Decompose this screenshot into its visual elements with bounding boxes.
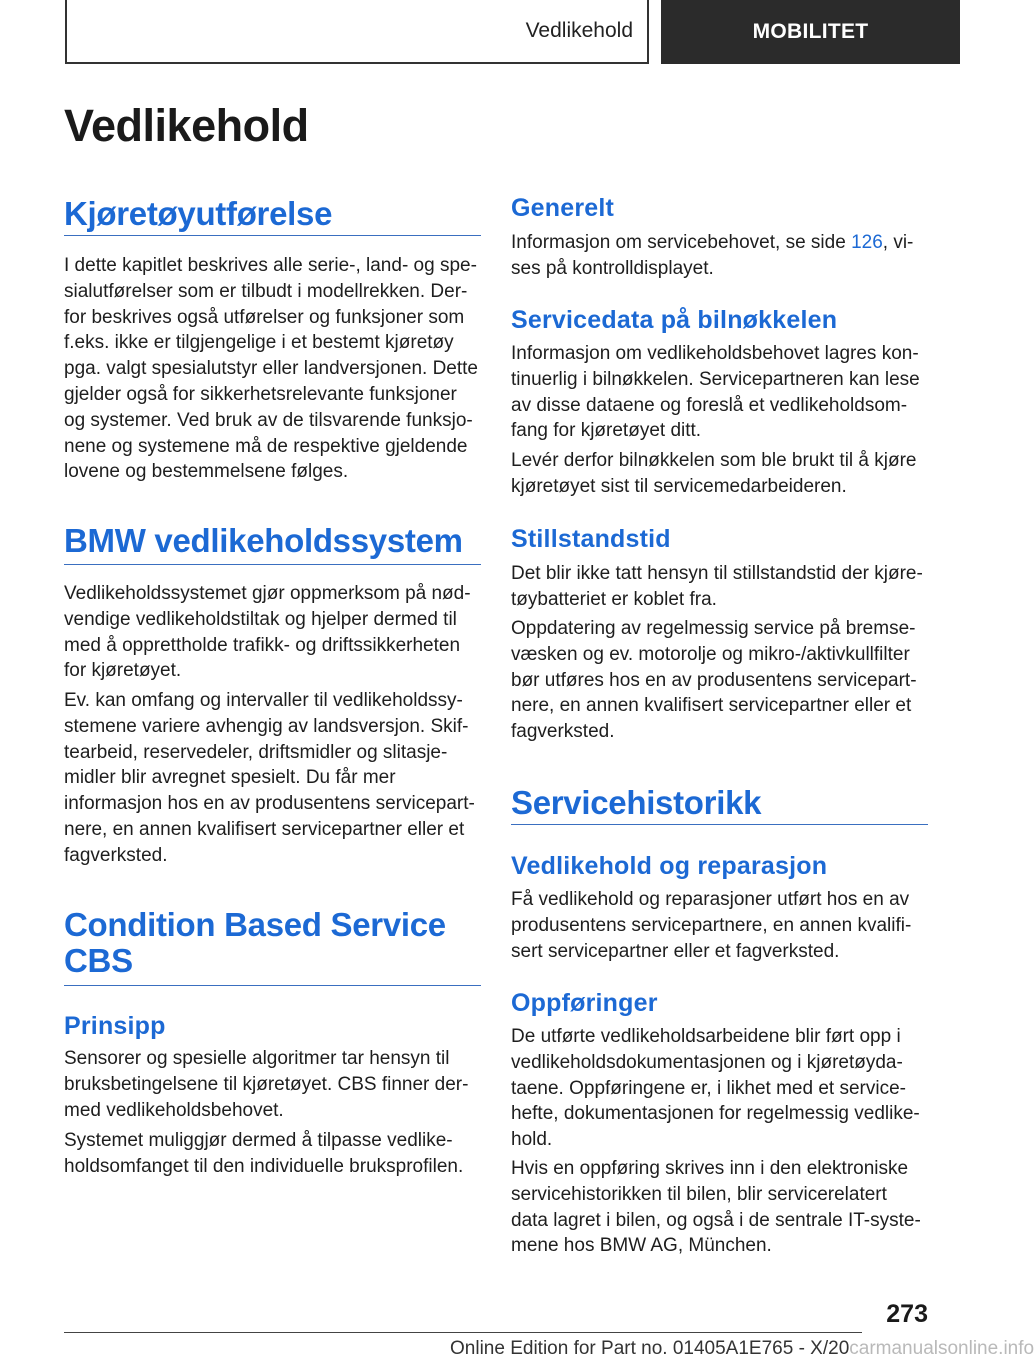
watermark-brand: carmanualsonline.info — [849, 1338, 1034, 1359]
subheading-oppforinger: Oppføringer — [511, 989, 658, 1017]
page-number: 273 — [886, 1300, 928, 1328]
edition-text: Online Edition for Part no. 01405A1E765 - X/20 — [450, 1338, 850, 1359]
subheading-generelt: Generelt — [511, 194, 615, 222]
heading-rule — [511, 824, 928, 825]
heading-rule — [64, 985, 481, 986]
subheading-servicedata: Servicedata på bilnøkkelen — [511, 306, 838, 334]
heading-condition-based-service: Condition Based Service CBS — [64, 906, 446, 979]
paragraph: Sensorer og spesielle algoritmer tar hensyn til bruksbetingelsene til kjøretøyet. CBS finner der-med vedlikeholdsbehovet. — [64, 1048, 469, 1121]
heading-servicehistorikk: Servicehistorikk — [511, 784, 762, 821]
paragraph: I dette kapitlet beskrives alle serie-, land- og spe-sialutførelser som er tilbudt i modellrekken. Der-for beskrives også utførelser og funksjoner som f.eks. ikke er tilgjengelige i et bestemt kjøretøy pga. valgt spesialutstyr eller landversjonen. Dette gjelder også for sikkerhetsrelevante funksjoner og systemer. Ved bruk av de tilsvarende funksjo-nene og systemene må de respektive gjeldende lovene og bestemmelsene følges. — [64, 255, 479, 483]
page-link[interactable]: 126 — [851, 232, 883, 253]
paragraph: Levér derfor bilnøkkelen som ble brukt til å kjøre kjøretøyet sist til servicemedarbeideren. — [511, 450, 917, 497]
heading-rule — [64, 564, 481, 565]
paragraph: Vedlikeholdssystemet gjør oppmerksom på nød-vendige vedlikeholdstiltak og hjelper dermed til med å opprettholde trafikk- og driftssikkerheten for kjøretøyet. — [64, 583, 471, 682]
heading-kjoretoyutforelse: Kjøretøyutførelse — [64, 195, 333, 232]
paragraph: De utførte vedlikeholdsarbeidene blir ført opp i vedlikeholdsdokumentasjonen og i kjøretøyda-taene. Oppføringene er, i likhet med et service-hefte, dokumentasjonen for regelmessig vedlike-hold. — [511, 1026, 920, 1151]
header-section-tab — [65, 0, 649, 64]
heading-rule — [64, 235, 481, 236]
header-chapter-label: MOBILITET — [752, 20, 869, 43]
paragraph: Oppdatering av regelmessig service på bremse-væsken og ev. motorolje og mikro-/aktivkullfilter bør utføres hos en av produsentens servicepart-nere, en annen kvalifisert servicepartner eller et fagverksted. — [511, 618, 917, 743]
paragraph — [511, 230, 928, 282]
footer-edition — [450, 1338, 1034, 1360]
heading-bmw-vedlikeholdssystem: BMW vedlikeholdssystem — [64, 522, 463, 559]
header-section-label: Vedlikehold — [525, 19, 633, 42]
paragraph: Få vedlikehold og reparasjoner utført hos en av produsentens servicepartnere, en annen kvalifi-sert servicepartner eller et fagverksted. — [511, 889, 912, 962]
subheading-prinsipp: Prinsipp — [64, 1012, 166, 1040]
subheading-stillstandstid: Stillstandstid — [511, 525, 671, 553]
paragraph: Det blir ikke tatt hensyn til stillstandstid der kjøre-tøybatteriet er koblet fra. — [511, 563, 923, 610]
footer-rule — [64, 1332, 862, 1333]
header-chapter-tab — [661, 0, 960, 64]
text: Informasjon om servicebehovet, se side — [511, 232, 852, 253]
subheading-vedlikehold-og-reparasjon: Vedlikehold og reparasjon — [511, 852, 828, 880]
paragraph: Hvis en oppføring skrives inn i den elektroniske servicehistorikken til bilen, blir servicerelatert data lagret i bilen, og også i de sentrale IT-syste-mene hos BMW AG, München. — [511, 1158, 921, 1257]
paragraph: Systemet muliggjør dermed å tilpasse vedlike-holdsomfanget til den individuelle bruksprofilen. — [64, 1130, 464, 1177]
paragraph: Ev. kan omfang og intervaller til vedlikeholdssy-stemene variere avhengig av landsversjon. Skif-tearbeid, reservedeler, driftsmidler og slitasje-midler blir avregnet spesielt. Du får mer informasjon hos en av produsentens servicepart-nere, en annen kvalifisert servicepartner eller et fagverksted. — [64, 690, 475, 866]
text: , vi-ses på kontrolldisplayet. — [511, 232, 914, 279]
paragraph: Informasjon om vedlikeholdsbehovet lagres kon-tinuerlig i bilnøkkelen. Servicepartneren kan lese av disse dataene og foreslå et vedlikeholdsom-fang for kjøretøyet ditt. — [511, 343, 920, 442]
page-title: Vedlikehold — [64, 100, 309, 151]
